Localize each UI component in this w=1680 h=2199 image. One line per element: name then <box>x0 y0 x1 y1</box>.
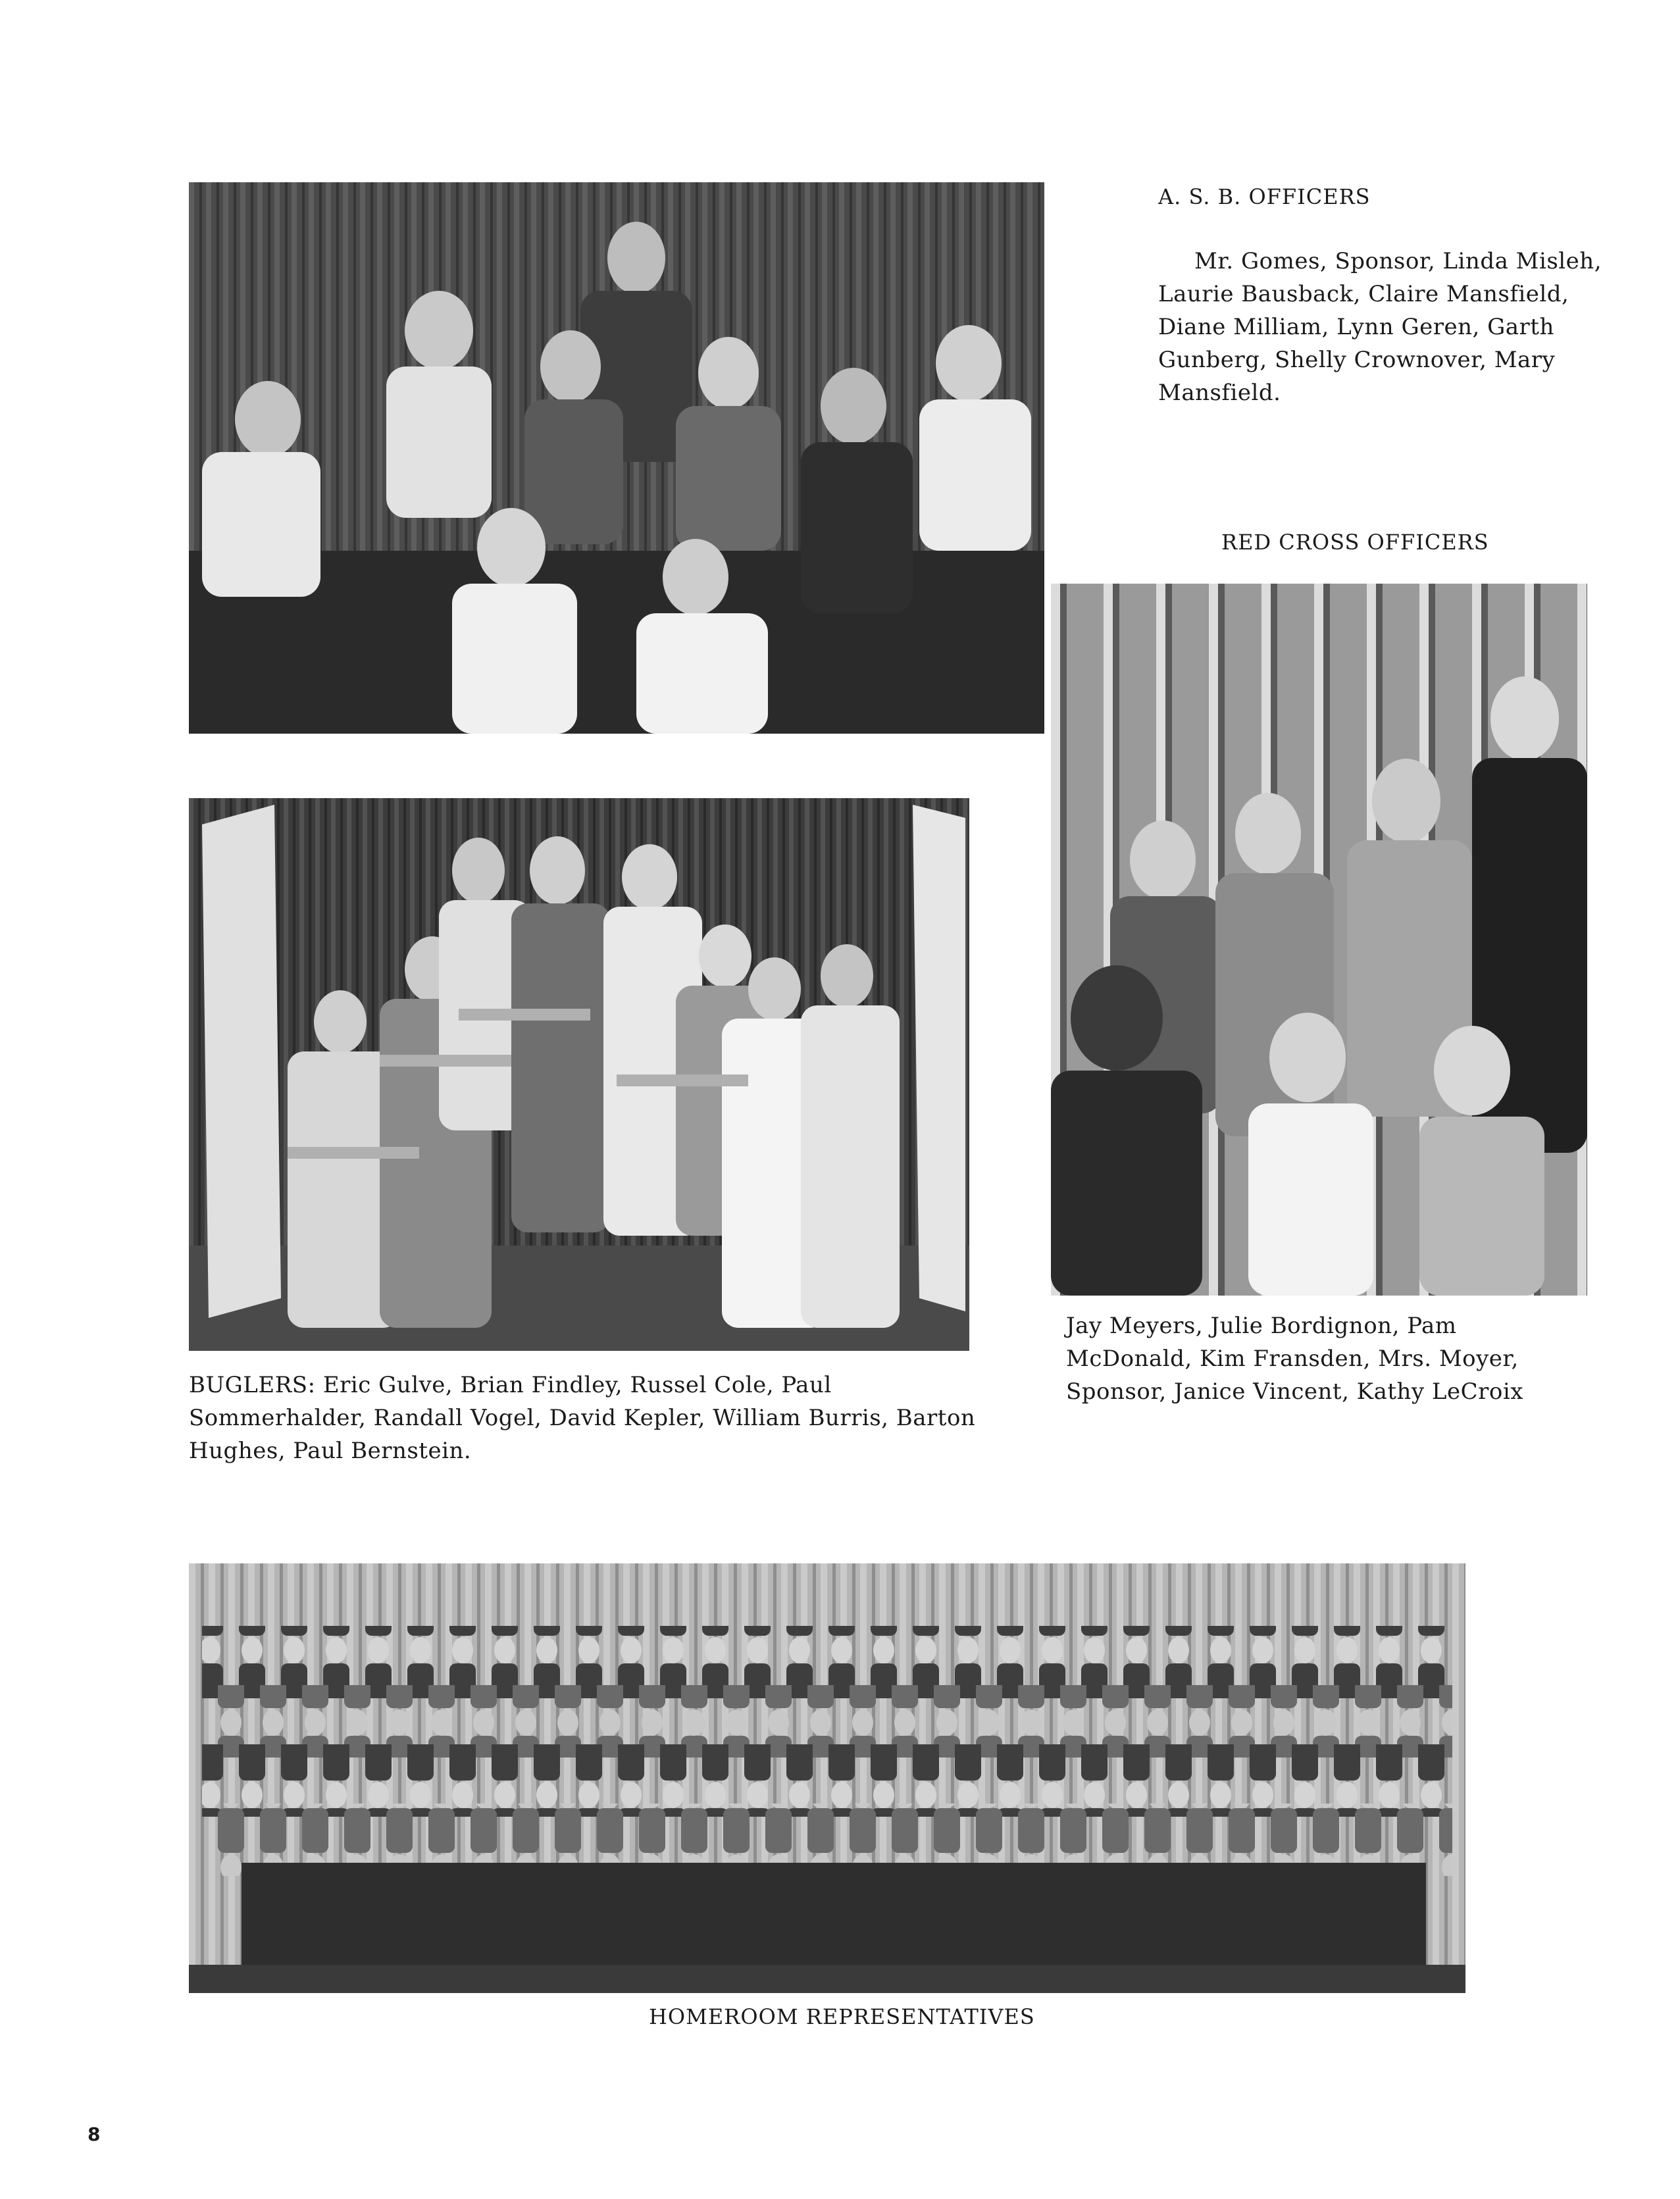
buglers-caption: BUGLERS: Eric Gulve, Brian Findley, Russel Cole, Paul Sommerhalder, Randall Vogel, David Kepler, William Burris, Barton Hughes, Paul Bernstein. <box>189 1372 976 1464</box>
asb-officers-photo <box>189 182 1044 734</box>
homeroom-representatives-caption: HOMEROOM REPRESENTATIVES <box>649 2004 1035 2029</box>
asb-officers-heading: A. S. B. OFFICERS <box>1158 184 1371 209</box>
page-number: 8 <box>88 2123 101 2145</box>
asb-officers-caption: Mr. Gomes, Sponsor, Linda Misleh, Laurie Bausback, Claire Mansfield, Diane Milliam, Lynn Geren, Garth Gunberg, Shelly Crownover, Mary Mansfield. <box>1158 248 1602 406</box>
red-cross-officers-heading: RED CROSS OFFICERS <box>1221 530 1489 555</box>
homeroom-representatives-photo <box>189 1563 1465 1993</box>
buglers-photo <box>189 798 969 1351</box>
red-cross-officers-photo <box>1051 584 1587 1296</box>
red-cross-officers-caption: Jay Meyers, Julie Bordignon, Pam McDonald, Kim Fransden, Mrs. Moyer, Sponsor, Janice Vincent, Kathy LeCroix <box>1066 1313 1523 1405</box>
